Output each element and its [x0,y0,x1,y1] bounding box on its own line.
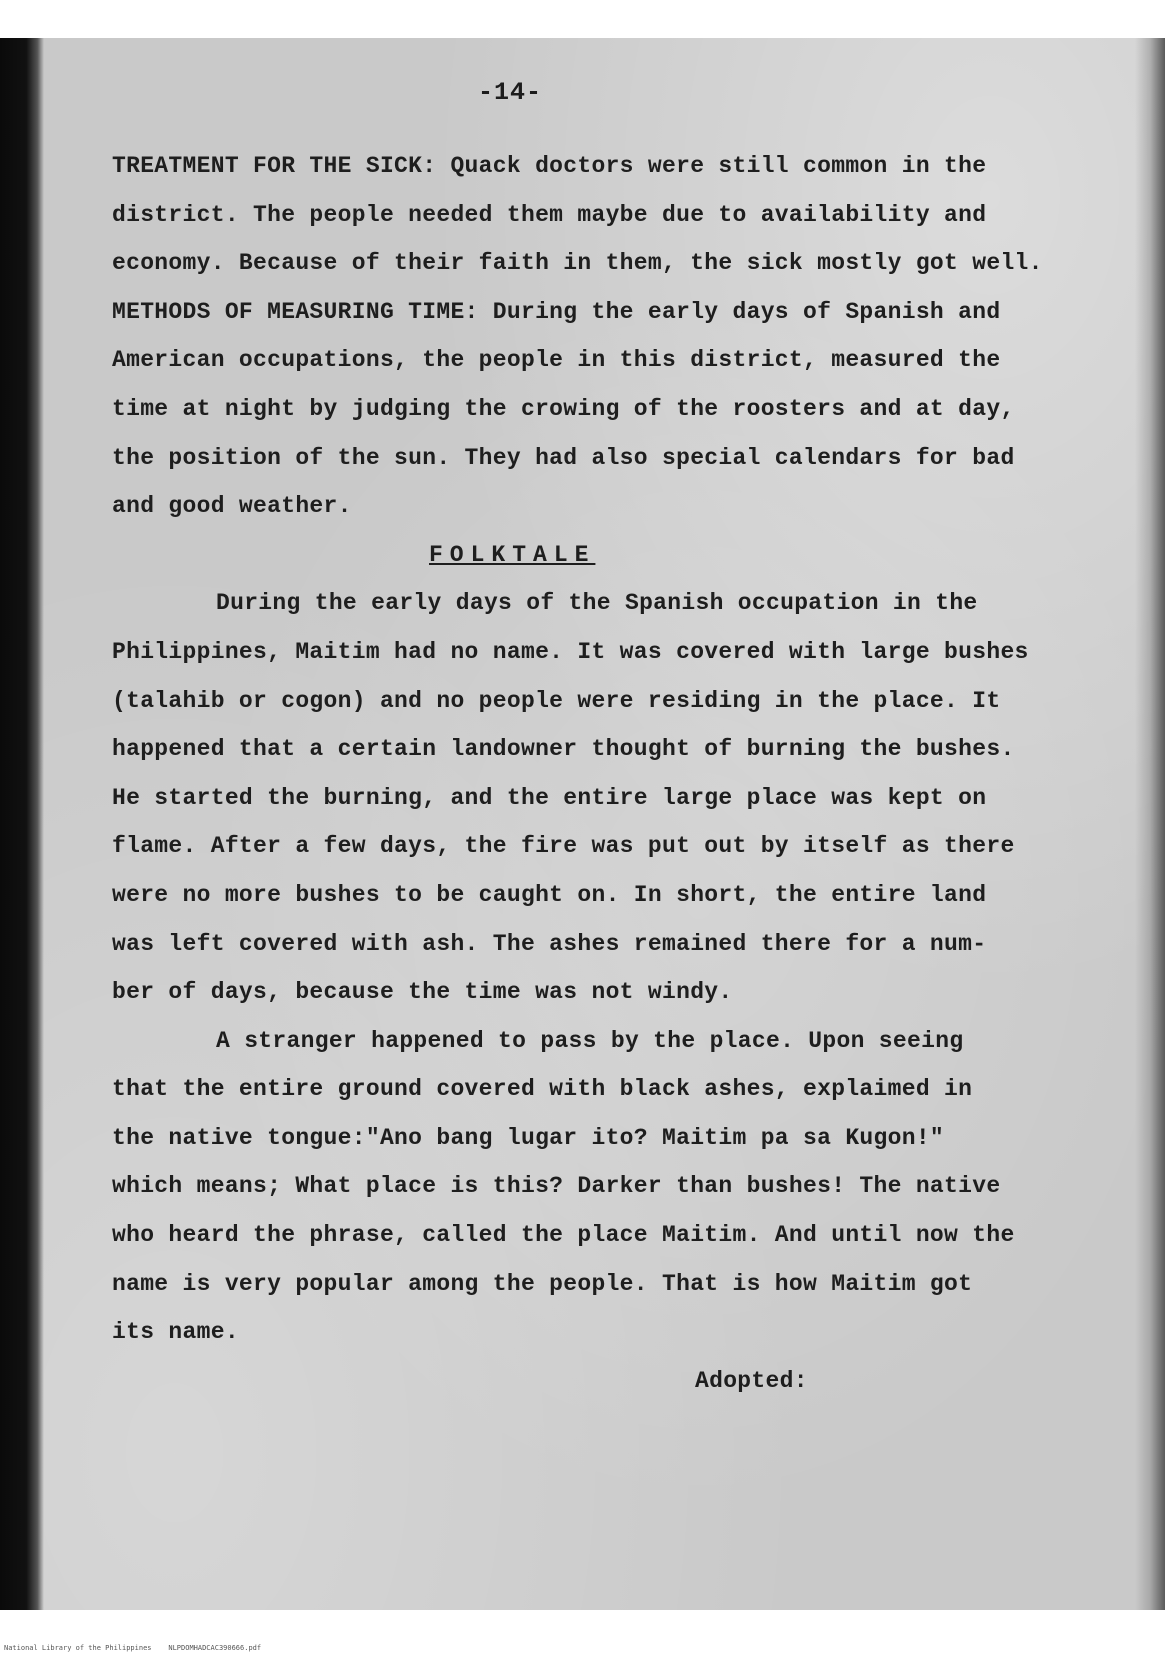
scan-left-edge-shadow [0,38,44,1610]
text-line: which means; What place is this? Darker than bushes! The native [112,1173,1001,1200]
text-line: were no more bushes to be caught on. In short, the entire land [112,881,987,908]
text-line: American occupations, the people in this district, measured the [112,347,1001,374]
text-line: economy. Because of their faith in them, the sick mostly got well. [112,250,1043,277]
text-line: During the early days of the Spanish occupation in the [216,590,978,617]
text-line: and good weather. [112,493,352,520]
text-line: He started the burning, and the entire large place was kept on [112,784,987,811]
scan-right-edge-shadow [1135,38,1165,1610]
page-number: -14- [478,78,543,107]
text-line: the native tongue:"Ano bang lugar ito? Maitim pa sa Kugon!" [112,1124,945,1151]
signoff-adopted: Adopted: [695,1367,808,1394]
text-line: name is very popular among the people. That is how Maitim got [112,1270,973,1297]
text-line: the position of the sun. They had also special calendars for bad [112,444,1015,471]
text-line: time at night by judging the crowing of the roosters and at day, [112,395,1015,422]
text-line: district. The people needed them maybe due to availability and [112,201,987,228]
text-line: TREATMENT FOR THE SICK: Quack doctors were still common in the [112,153,987,179]
text-line: A stranger happened to pass by the place. Upon seeing [216,1027,964,1054]
text-line: that the entire ground covered with black ashes, explaimed in [112,1076,973,1103]
text-line: flame. After a few days, the fire was put out by itself as there [112,833,1015,860]
text-line: METHODS OF MEASURING TIME: During the early days of Spanish and [112,298,1001,325]
footer-library: National Library of the Philippines [4,1644,152,1652]
footer-filename: NLPDOMHADCAC390666.pdf [168,1644,262,1652]
folktale-heading: FOLKTALE [429,541,596,568]
scan-footer [4,1644,261,1652]
text-line: its name. [112,1319,239,1346]
text-line: ber of days, because the time was not windy. [112,979,733,1006]
text-line: (talahib or cogon) and no people were residing in the place. It [112,687,1001,714]
text-line: who heard the phrase, called the place Maitim. And until now the [112,1222,1015,1249]
text-line: Philippines, Maitim had no name. It was covered with large bushes [112,638,1029,665]
typed-text-body [112,142,1102,1405]
scanned-page [0,38,1165,1610]
text-line: happened that a certain landowner thought of burning the bushes. [112,736,1015,763]
text-line: was left covered with ash. The ashes remained there for a num- [112,930,987,957]
